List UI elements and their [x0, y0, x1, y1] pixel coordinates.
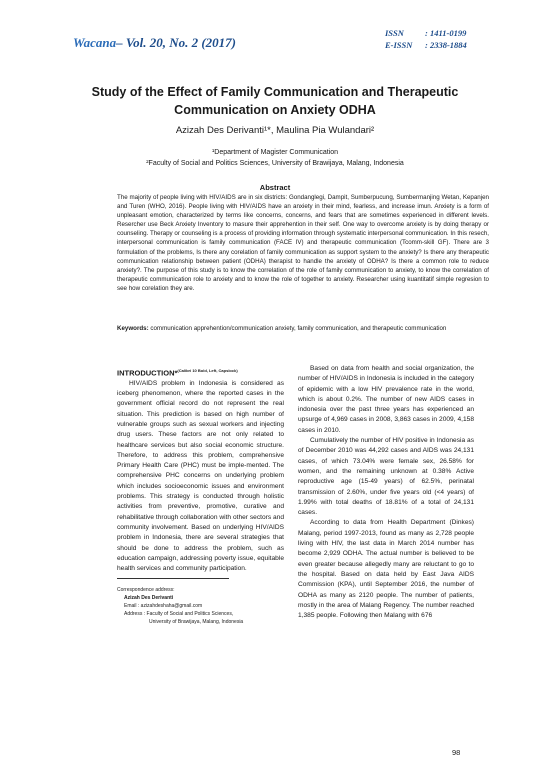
keywords-text: communication apprehention/communication anxiety, family communication, and therapeutic communication — [150, 325, 447, 332]
paper-title-line2: Communication on Anxiety ODHA — [174, 103, 376, 117]
eissn-value: : 2338-1884 — [425, 40, 467, 50]
eissn-label: E-ISSN — [385, 40, 413, 50]
page-number: 98 — [452, 748, 461, 757]
intro-heading-text: INTRODUCTION* — [117, 368, 178, 378]
footnote-address-2: University of Brawijaya, Malang, Indonesia — [149, 619, 244, 625]
intro-heading — [117, 366, 284, 379]
journal-volume: – Vol. 20, No. 2 (2017) — [116, 35, 236, 50]
journal-header — [73, 35, 236, 51]
abstract-heading: Abstract — [259, 183, 291, 192]
affiliation-2: ²Faculty of Social and Politics Sciences, University of Brawijaya, Malang, Indonesia — [146, 160, 404, 167]
footnote-address-1: Address : Faculty of Social and Politics Sciences, — [124, 611, 234, 617]
paper-title-line1: Study of the Effect of Family Communication and Therapeutic — [91, 85, 459, 99]
correspondence-footnote — [117, 586, 287, 626]
footnote-label: Correspondence address: — [117, 587, 175, 593]
footnote-rule — [117, 578, 229, 579]
abstract-body: The majority of people living with HIV/AIDS are in six districts: Gondanglegi, Dampit, Sumberpucung, Sumbermanjing Wetan, Kepanjen and Turen (WHO, 2016). People living with HIV/AIDS have an anxiety in their mind, fearless, and increase imun. Anxiety is a form of unpleasant emotion, characterized by terms like concerns, concerns, and fears that are sometimes experienced in different levels. Resercher use Beck Anxiety Inventory to masure their apprehention in their self. One way to overcome anxiety is by doing therapy or counseling. Therapy or counseling is a process of providing information through systematic interpersonal communication. In this resech, interpersonal communication is family communication (FACE IV) and therapeutic communication (Tcomm-skill GF). There are 3 formulation of the problems, Is there any corelation of family communication as support system to the anxiety? Is there any therapeutic communication relationship between patient (ODHA) therapist to handle the anxiety of ODHA? Is there a common role to reduce anxiety?. The purpose of this study is to know the correlation of the role of family communication to anxiety, to know the correlation of therapeutic communication role to anxiety and to know the role of together to anxiety. Researcher using kuantitatif simple regresion to see how corelation they are. — [117, 194, 489, 292]
keywords-label: Keywords: — [117, 325, 149, 332]
footnote-email: Email : azizahdeshaha@gmail.com — [124, 603, 203, 609]
right-paragraph-1: Based on data from health and social organization, the number of HIV/AIDS in Indonesia is included in the category of epidemic with a low HIV prevalence rate in the world, which is about 0.2%. The number of new AIDS cases in indonesia over the past three years has experienced an upsurge of 4,969 cases in 2008, 3,863 cases in 2009, 4,158 cases in 2010. — [298, 365, 474, 434]
issn-label: ISSN — [385, 28, 404, 38]
author-list: Azizah Des Derivanti¹*, Maulina Pia Wulandari² — [175, 125, 375, 136]
issn-value: : 1411-0199 — [425, 28, 467, 38]
affiliation-1: ¹Department of Magister Communication — [211, 149, 339, 156]
right-paragraph-3: According to data from Health Department (Dinkes) Malang, period 1997-2013, found as many as 2,728 people living with HIV, the last data in March 2014 number has become 2,929 ODHA. The actual number is believed to be even greater because allegedly many are reluctant to go to the hospital. Based on data held by East Java AIDS Commission (KPA), until September 2016, the number of ODHA as many as 2120 people. The number of patients, mostly in the area of Malang Regency. The number reached 1,385 people. Following then Malang with 676 — [298, 519, 474, 620]
footnote-name: Azizah Des Derivanti — [124, 595, 174, 601]
journal-brand: Wacana — [73, 35, 117, 50]
keywords — [117, 324, 489, 333]
left-column — [117, 366, 284, 574]
right-column — [298, 364, 474, 621]
left-paragraph-1: HIV/AIDS problem in Indonesia is considered as iceberg phenomenon, where the reported cases in the government official record do not represent the real situation. This prediction is based on high number of vulnerable groups such as sexual workers and injecting drug users. These factors are not only related to healthcare services but also social economic structure. Therefore, to address this problem, comprehensive Primary Health Care (PHC) must be imple-mented. The comprehensive PHC concerns on underlying problem which includes socioeconomic issues and environment problems. This strategy is conducted through holistic activities from preventive, promotive, curative and rehabilitative through collaboration with other sectors and community involvement. Based on underlying HIV/AIDS problem in Indonesia, there are several strategies that should be done to address the problem, such as education campaign, addressing poverty issue, equitable health services and community participation. — [117, 379, 284, 573]
intro-style-note: (Calibri 10 Bold, Left, Capslock) — [177, 368, 238, 373]
issn-block — [385, 27, 467, 51]
right-paragraph-2: Cumulatively the number of HIV positive in Indonesia as of December 2010 was 44,292 cases and AIDS was 24,131 cases, of which 73.04% were female sex, 26.58% for women, and the remaining unknown at 0.38% Active reproductive age (15-49 years) of 62.5%, perinatal transmission of 2.60%, under five years old (<4 years) of 1.99% with total deaths of 18.81% of a total of 24,131 cases. — [298, 437, 474, 517]
paper-title — [60, 83, 490, 119]
